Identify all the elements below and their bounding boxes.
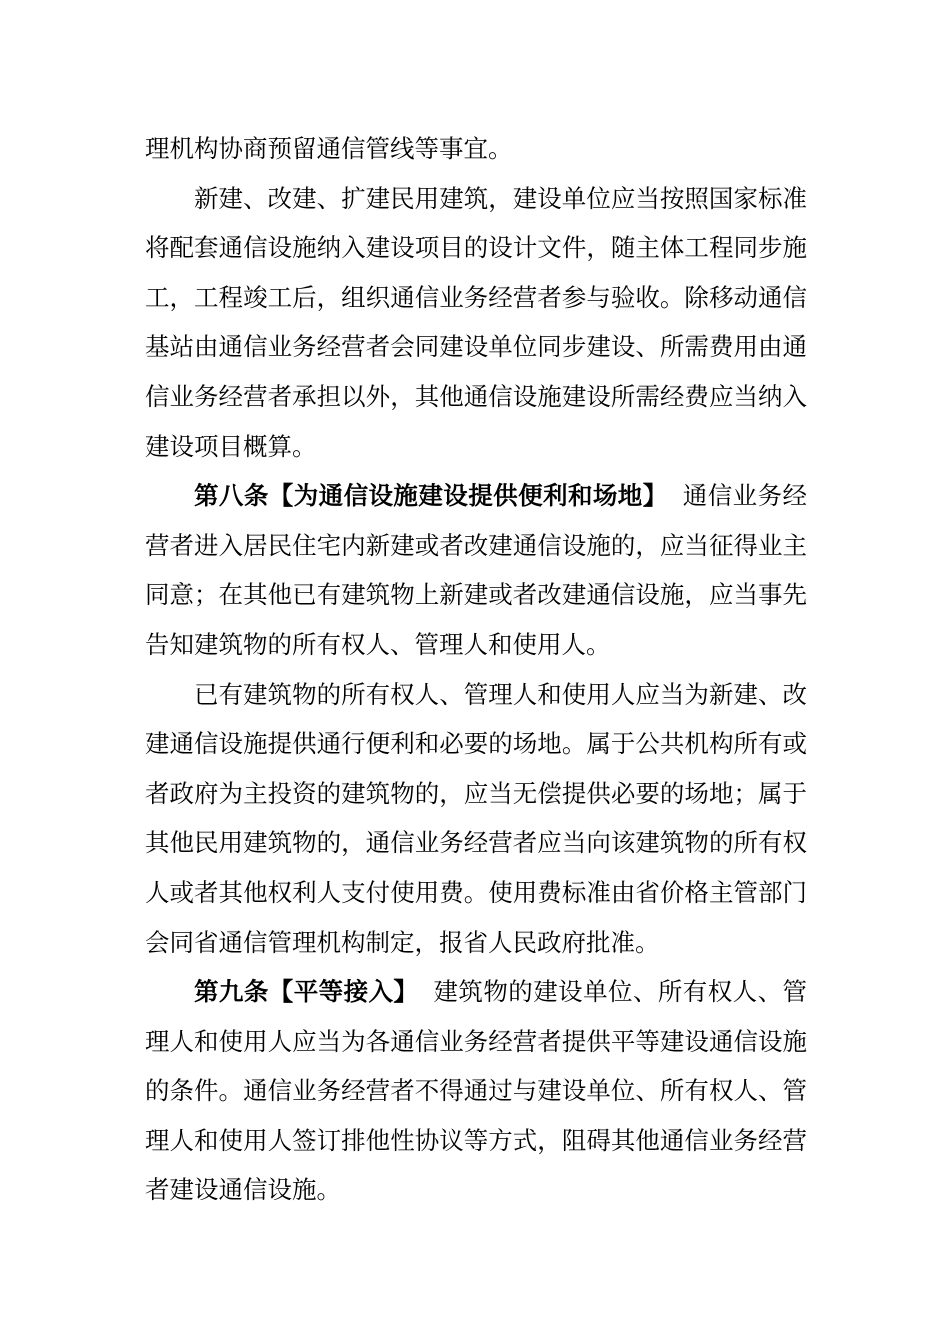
- article-8-paragraph-2: 已有建筑物的所有权人、管理人和使用人应当为新建、改建通信设施提供通行便利和必要的场地。属于公共机构所有或者政府为主投资的建筑物的，应当无偿提供必要的场地；属于其他民用建筑物的，通信业务经营者应当向该建筑物的所有权人或者其他权利人支付使用费。使用费标准由省价格主管部门会同省通信管理机构制定，报省人民政府批准。: [145, 679, 807, 957]
- article-9-paragraph: [145, 967, 807, 1215]
- article-9-body: 建筑物的建设单位、所有权人、管理人和使用人应当为各通信业务经营者提供平等建设通信设施的条件。通信业务经营者不得通过与建设单位、所有权人、管理人和使用人签订排他性协议等方式，阻碍其他通信业务经营者建设通信设施。: [145, 977, 808, 1205]
- article-8-heading: 第八条【为通信设施建设提供便利和场地】: [194, 481, 668, 511]
- paragraph-civil-buildings: 新建、改建、扩建民用建筑，建设单位应当按照国家标准将配套通信设施纳入建设项目的设计文件，随主体工程同步施工，工程竣工后，组织通信业务经营者参与验收。除移动通信基站由通信业务经营者会同建设单位同步建设、所需费用由通信业务经营者承担以外，其他通信设施建设所需经费应当纳入建设项目概算。: [145, 183, 807, 461]
- article-8-body: 通信业务经营者进入居民住宅内新建或者改建通信设施的，应当征得业主同意；在其他已有建筑物上新建或者改建通信设施，应当事先告知建筑物的所有权人、管理人和使用人。: [145, 481, 808, 659]
- article-8-paragraph: [145, 471, 807, 669]
- paragraph-continuation: 理机构协商预留通信管线等事宜。: [145, 134, 513, 163]
- document-body: [145, 124, 807, 1215]
- article-9-heading: 第九条【平等接入】: [194, 977, 419, 1007]
